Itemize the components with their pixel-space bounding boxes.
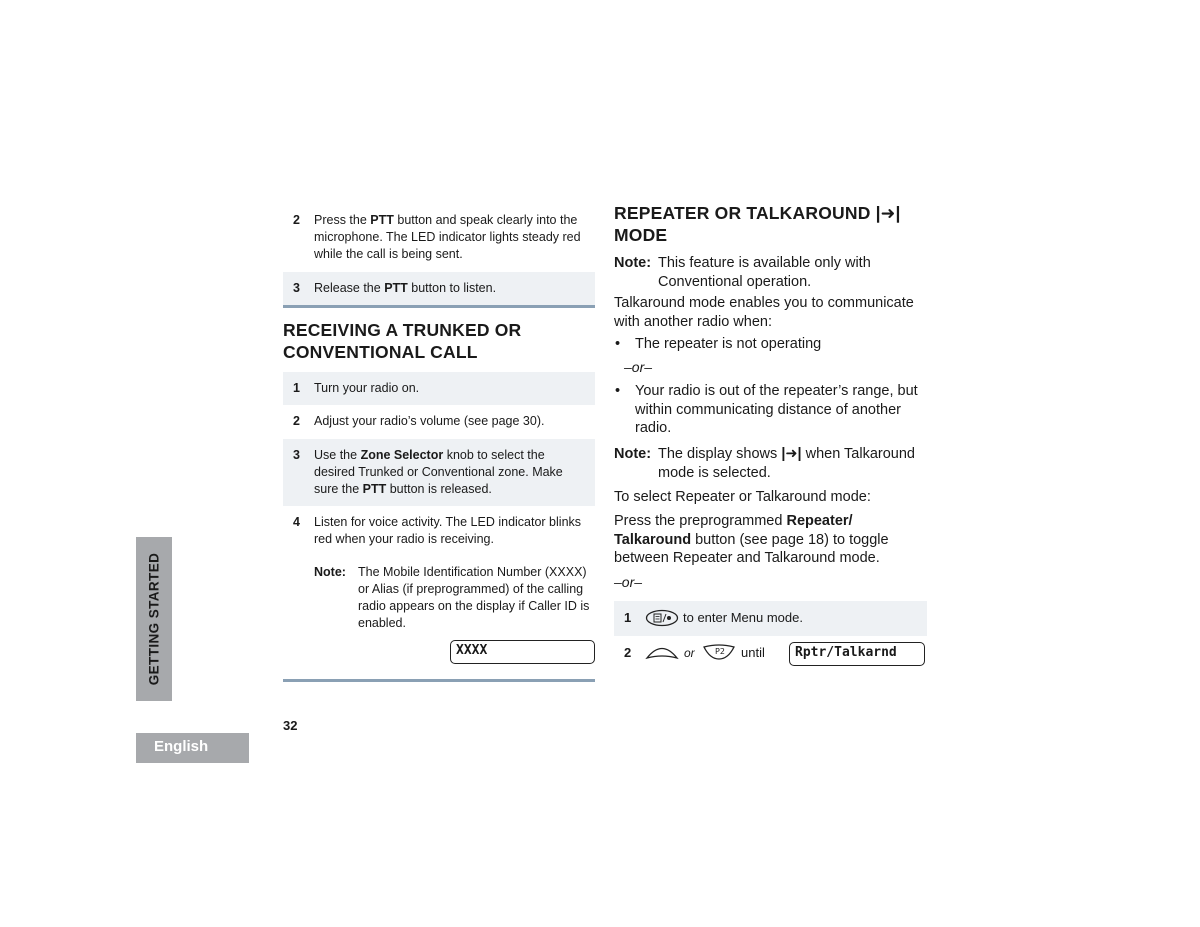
talkaround-intro: Talkaround mode enables you to communicate with another radio when: xyxy=(614,295,914,330)
radio-display-xxxx: XXXX xyxy=(450,640,595,664)
step-number: 2 xyxy=(293,414,300,428)
section-heading-repeater-talkaround: REPEATER OR TALKAROUND |➜| MODE xyxy=(614,203,901,245)
bullet-marker: • xyxy=(615,383,621,399)
receive-step-1 xyxy=(283,372,595,405)
step-number: 3 xyxy=(293,281,300,295)
display-icon-note: Note: The display shows |➜| when Talkaround mode is selected. xyxy=(614,446,915,481)
bullet-out-of-range: Your radio is out of the repeater’s range, but within communicating distance of another radio. xyxy=(635,383,918,436)
step-number: 2 xyxy=(624,645,632,660)
p2-button-icon xyxy=(702,643,736,661)
page-number: 32 xyxy=(283,718,298,733)
step-2-transmit xyxy=(283,212,595,268)
language-tab: English xyxy=(136,733,249,763)
or-text: or xyxy=(684,646,695,660)
step-text: Use the Zone Selector knob to select the desired Trunked or Conventional zone. Make sure the PTT button is released. xyxy=(314,448,563,496)
step-text: Adjust your radio’s volume (see page 30). xyxy=(314,414,545,428)
note-text: The Mobile Identification Number (XXXX) or Alias (if preprogrammed) of the calling radio appears on the display if Caller ID is enabled. xyxy=(358,565,590,630)
menu-step-1 xyxy=(614,601,927,636)
caller-id-note xyxy=(314,564,590,632)
talkaround-icon: |➜| xyxy=(781,446,802,462)
bullet-repeater-not-operating: The repeater is not operating xyxy=(635,336,822,352)
step-number: 3 xyxy=(293,448,300,462)
side-tab-getting-started: GETTING STARTED xyxy=(136,537,172,701)
svg-text:P2: P2 xyxy=(715,647,725,656)
conventional-note: Note: This feature is available only with Conventional operation. xyxy=(614,255,871,290)
or-separator: –or– xyxy=(614,574,643,590)
step-text: Turn your radio on. xyxy=(314,381,420,395)
step-number: 2 xyxy=(293,213,300,227)
menu-button-icon xyxy=(645,609,679,627)
select-mode-text: To select Repeater or Talkaround mode: xyxy=(614,489,871,505)
step-text: to enter Menu mode. xyxy=(683,610,803,625)
step-text: Listen for voice activity. The LED indicator blinks red when your radio is receiving. xyxy=(314,515,582,546)
or-separator: –or– xyxy=(624,359,653,375)
receive-step-2 xyxy=(283,405,595,438)
step-text: Release the PTT button to listen. xyxy=(314,281,497,295)
up-arrow-button-icon xyxy=(645,643,679,661)
bullet-marker: • xyxy=(615,336,621,352)
radio-display-rptr-talkarnd: Rptr/Talkarnd xyxy=(789,642,925,666)
press-button-text: Press the preprogrammed Repeater/ Talkaround button (see page 18) to toggle between Repeater and Talkaround mode. xyxy=(614,513,889,566)
step-number: 1 xyxy=(624,610,632,625)
step-number: 4 xyxy=(293,515,300,529)
section-heading-receiving-call: RECEIVING A TRUNKED OR CONVENTIONAL CALL xyxy=(283,320,522,362)
step-3-listen xyxy=(283,272,595,305)
step-text: Press the PTT button and speak clearly into the microphone. The LED indicator lights steady red while the call is being sent. xyxy=(314,213,581,261)
note-label: Note: xyxy=(314,565,346,579)
section-divider xyxy=(283,305,595,308)
until-text: until xyxy=(741,645,765,660)
receive-step-3 xyxy=(283,439,595,506)
section-divider xyxy=(283,679,595,682)
step-number: 1 xyxy=(293,381,300,395)
